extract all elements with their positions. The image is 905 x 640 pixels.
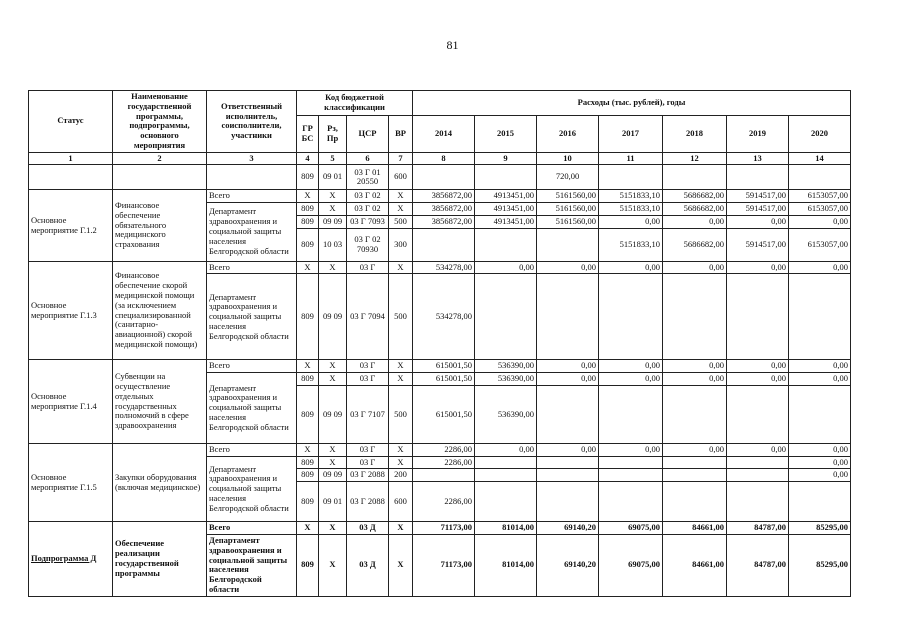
table-cell: X	[297, 522, 319, 535]
table-cell: 03 Г 02 70930	[347, 228, 389, 261]
table-cell: 6153057,00	[789, 228, 851, 261]
header-grbs: ГР БС	[297, 115, 319, 152]
table-cell: X	[319, 190, 347, 203]
table-cell: 0,00	[599, 360, 663, 373]
table-cell	[663, 385, 727, 443]
col-number: 8	[413, 152, 475, 165]
table-cell: 615001,50	[413, 373, 475, 386]
table-row	[29, 165, 851, 190]
page-number: 81	[446, 38, 459, 52]
row-department: Департамент здравоохранения и социальной защиты населения Белгородской области	[207, 203, 297, 262]
table-cell: 5151833,10	[599, 203, 663, 216]
table-cell	[475, 456, 537, 469]
table-cell: 81014,00	[475, 522, 537, 535]
table-cell	[727, 385, 789, 443]
table-cell: 536390,00	[475, 360, 537, 373]
table-cell	[599, 274, 663, 360]
table-cell: 809	[297, 456, 319, 469]
table-cell: X	[319, 443, 347, 456]
table-cell	[663, 482, 727, 522]
table-cell: 0,00	[599, 373, 663, 386]
table-cell: 03 Г	[347, 373, 389, 386]
table-cell: 5914517,00	[727, 228, 789, 261]
table-cell	[599, 165, 663, 190]
table-cell: 5686682,00	[663, 190, 727, 203]
col-number: 14	[789, 152, 851, 165]
table-cell: 809	[297, 228, 319, 261]
table-cell: 03 Г	[347, 261, 389, 274]
table-cell: 69140,20	[537, 535, 599, 597]
row-name: Закупки оборудования (включая медицинское)	[113, 443, 207, 521]
table-cell: 5151833,10	[599, 190, 663, 203]
table-cell: X	[319, 261, 347, 274]
header-status: Статус	[29, 91, 113, 153]
table-cell: 536390,00	[475, 373, 537, 386]
table-cell: 0,00	[663, 443, 727, 456]
table-cell: 84661,00	[663, 522, 727, 535]
table-cell: 71173,00	[413, 535, 475, 597]
table-cell: 0,00	[537, 360, 599, 373]
table-cell: 0,00	[789, 360, 851, 373]
col-number: 2	[113, 152, 207, 165]
header-year: 2016	[537, 115, 599, 152]
table-cell	[537, 274, 599, 360]
table-cell: 300	[389, 228, 413, 261]
col-number: 4	[297, 152, 319, 165]
table-cell: 0,00	[789, 456, 851, 469]
table-cell	[599, 456, 663, 469]
table-cell: 09 09	[319, 274, 347, 360]
table-cell: 0,00	[789, 373, 851, 386]
table-row	[29, 443, 851, 456]
table-cell: 0,00	[789, 469, 851, 482]
table-cell	[113, 165, 207, 190]
table-cell: 0,00	[789, 261, 851, 274]
table-cell: 0,00	[537, 373, 599, 386]
table-cell: 0,00	[599, 215, 663, 228]
table-cell: X	[319, 373, 347, 386]
header-year: 2014	[413, 115, 475, 152]
header-rzpr: Рз, Пр	[319, 115, 347, 152]
table-cell: X	[389, 190, 413, 203]
table-cell	[663, 469, 727, 482]
table-cell: 809	[297, 274, 319, 360]
table-cell	[789, 165, 851, 190]
table-cell: 84787,00	[727, 535, 789, 597]
table-cell: 03 Г 02	[347, 190, 389, 203]
table-cell: 69140,20	[537, 522, 599, 535]
table-cell	[789, 482, 851, 522]
table-cell: 85295,00	[789, 522, 851, 535]
table-cell	[475, 228, 537, 261]
table-cell	[413, 165, 475, 190]
table-cell	[789, 385, 851, 443]
table-cell: 809	[297, 535, 319, 597]
header-year: 2020	[789, 115, 851, 152]
row-status: Подпрограмма Д	[29, 522, 113, 596]
table-cell	[789, 274, 851, 360]
table-cell: 0,00	[789, 443, 851, 456]
table-cell: X	[389, 373, 413, 386]
row-total-label: Всего	[207, 360, 297, 373]
table-cell: X	[297, 360, 319, 373]
row-name: Субвенции на осуществление отдельных государственных полномочий в сфере здравоохранения	[113, 360, 207, 444]
table-cell: 69075,00	[599, 522, 663, 535]
table-cell: 0,00	[599, 261, 663, 274]
table-cell: X	[319, 203, 347, 216]
table-cell: 6153057,00	[789, 190, 851, 203]
table-cell: X	[389, 522, 413, 535]
table-cell: 2286,00	[413, 443, 475, 456]
table-cell	[475, 469, 537, 482]
table-cell: 03 Г	[347, 456, 389, 469]
table-cell: 0,00	[599, 443, 663, 456]
table-cell: 500	[389, 215, 413, 228]
table-cell	[29, 165, 113, 190]
table-cell: 0,00	[663, 360, 727, 373]
table-cell: 5161560,00	[537, 190, 599, 203]
table-cell: 4913451,00	[475, 203, 537, 216]
table-cell	[537, 228, 599, 261]
col-number: 13	[727, 152, 789, 165]
table-cell: 0,00	[475, 443, 537, 456]
table-cell: 0,00	[663, 215, 727, 228]
header-budget-code: Код бюджетной классификации	[297, 91, 413, 116]
col-number: 12	[663, 152, 727, 165]
table-cell: 0,00	[727, 261, 789, 274]
table-row	[29, 522, 851, 535]
row-name: Обеспечение реализации государственной программы	[113, 522, 207, 596]
table-cell: 600	[389, 482, 413, 522]
row-total-label: Всего	[207, 522, 297, 535]
row-department: Департамент здравоохранения и социальной защиты населения Белгородской области	[207, 373, 297, 444]
table-cell: 03 Г	[347, 360, 389, 373]
table-cell: 2286,00	[413, 482, 475, 522]
table-cell: X	[319, 456, 347, 469]
header-year: 2019	[727, 115, 789, 152]
table-cell	[475, 165, 537, 190]
table-cell: X	[297, 443, 319, 456]
table-cell: 2286,00	[413, 456, 475, 469]
table-cell: 0,00	[789, 215, 851, 228]
table-cell: 5686682,00	[663, 228, 727, 261]
table-cell: 0,00	[727, 215, 789, 228]
table-cell	[475, 274, 537, 360]
row-total-label: Всего	[207, 261, 297, 274]
table-cell: 09 01	[319, 165, 347, 190]
table-row	[29, 360, 851, 373]
table-cell: 200	[389, 469, 413, 482]
budget-table	[28, 90, 851, 597]
table-cell: 09 09	[319, 215, 347, 228]
table-cell: X	[389, 360, 413, 373]
row-total-label: Всего	[207, 190, 297, 203]
table-cell	[599, 385, 663, 443]
header-year: 2015	[475, 115, 537, 152]
table-cell: X	[319, 535, 347, 597]
table-cell	[413, 469, 475, 482]
col-number: 1	[29, 152, 113, 165]
table-cell: 03 Г 2088	[347, 469, 389, 482]
table-cell: 534278,00	[413, 261, 475, 274]
table-cell: 809	[297, 385, 319, 443]
col-number: 10	[537, 152, 599, 165]
col-number: 7	[389, 152, 413, 165]
table-cell: 615001,50	[413, 385, 475, 443]
table-cell: 809	[297, 373, 319, 386]
table-cell	[537, 385, 599, 443]
table-cell: 5914517,00	[727, 203, 789, 216]
table-cell: 03 Д	[347, 522, 389, 535]
table-cell: 5151833,10	[599, 228, 663, 261]
table-cell: 84787,00	[727, 522, 789, 535]
table-cell: 03 Г 01 20550	[347, 165, 389, 190]
table-cell: X	[389, 261, 413, 274]
table-cell	[413, 228, 475, 261]
table-cell: 809	[297, 482, 319, 522]
row-status: Основное мероприятие Г.1.2	[29, 190, 113, 261]
table-cell: 84661,00	[663, 535, 727, 597]
table-cell: 600	[389, 165, 413, 190]
table-row	[29, 261, 851, 274]
table-cell: 615001,50	[413, 360, 475, 373]
table-cell	[599, 482, 663, 522]
table-cell: 500	[389, 274, 413, 360]
table-cell	[727, 165, 789, 190]
table-cell: 03 Г 7107	[347, 385, 389, 443]
table-cell	[727, 456, 789, 469]
table-cell	[727, 274, 789, 360]
table-cell: X	[389, 535, 413, 597]
table-cell: X	[389, 203, 413, 216]
table-cell: 10 03	[319, 228, 347, 261]
table-cell: 0,00	[663, 373, 727, 386]
table-cell: 03 Г 02	[347, 203, 389, 216]
table-cell	[663, 165, 727, 190]
table-cell: 09 09	[319, 385, 347, 443]
table-cell	[537, 469, 599, 482]
table-cell: 4913451,00	[475, 215, 537, 228]
table-cell: 81014,00	[475, 535, 537, 597]
table-cell: 809	[297, 469, 319, 482]
row-status: Основное мероприятие Г.1.4	[29, 360, 113, 444]
table-cell: 0,00	[727, 360, 789, 373]
table-cell	[727, 469, 789, 482]
row-name: Финансовое обеспечение обязательного медицинского страхования	[113, 190, 207, 261]
table-cell: 500	[389, 385, 413, 443]
table-row	[29, 190, 851, 203]
table-cell: 0,00	[537, 261, 599, 274]
table-cell	[663, 456, 727, 469]
col-number: 5	[319, 152, 347, 165]
header-vr: ВР	[389, 115, 413, 152]
table-cell: 09 01	[319, 482, 347, 522]
table-cell: 5686682,00	[663, 203, 727, 216]
table-cell: 09 09	[319, 469, 347, 482]
header-year: 2018	[663, 115, 727, 152]
table-cell	[475, 482, 537, 522]
table-cell: 3856872,00	[413, 203, 475, 216]
col-number: 9	[475, 152, 537, 165]
table-cell: 6153057,00	[789, 203, 851, 216]
table-cell: X	[319, 522, 347, 535]
table-cell	[599, 469, 663, 482]
col-number: 3	[207, 152, 297, 165]
table-cell: 69075,00	[599, 535, 663, 597]
row-total-label: Всего	[207, 443, 297, 456]
table-cell: 809	[297, 165, 319, 190]
table-cell: X	[297, 190, 319, 203]
table-cell: 0,00	[727, 373, 789, 386]
table-cell: 3856872,00	[413, 190, 475, 203]
row-status: Основное мероприятие Г.1.5	[29, 443, 113, 521]
header-year: 2017	[599, 115, 663, 152]
table-cell: 03 Г 7093	[347, 215, 389, 228]
table-cell: 03 Г 2088	[347, 482, 389, 522]
table-cell: 4913451,00	[475, 190, 537, 203]
table-cell	[727, 482, 789, 522]
table-cell: 03 Д	[347, 535, 389, 597]
table-cell: X	[389, 456, 413, 469]
table-cell: 03 Г	[347, 443, 389, 456]
table-cell	[537, 456, 599, 469]
table-cell: 5161560,00	[537, 215, 599, 228]
table-cell: 809	[297, 215, 319, 228]
table-cell: X	[297, 261, 319, 274]
table-cell	[537, 482, 599, 522]
table-cell	[207, 165, 297, 190]
table-cell: 536390,00	[475, 385, 537, 443]
row-department: Департамент здравоохранения и социальной защиты населения Белгородской области	[207, 456, 297, 522]
header-csr: ЦСР	[347, 115, 389, 152]
row-department: Департамент здравоохранения и социальной защиты населения Белгородской области	[207, 535, 297, 597]
table-cell: 0,00	[475, 261, 537, 274]
table-cell: 809	[297, 203, 319, 216]
table-cell: X	[389, 443, 413, 456]
row-department: Департамент здравоохранения и социальной защиты населения Белгородской области	[207, 274, 297, 360]
row-status: Основное мероприятие Г.1.3	[29, 261, 113, 360]
table-cell: 71173,00	[413, 522, 475, 535]
header-name: Наименование государственной программы, подпрограммы, основного мероприятия	[113, 91, 207, 153]
table-cell: 3856872,00	[413, 215, 475, 228]
table-cell: 5914517,00	[727, 190, 789, 203]
table-cell: 5161560,00	[537, 203, 599, 216]
table-cell: 0,00	[727, 443, 789, 456]
table-cell: 85295,00	[789, 535, 851, 597]
col-number: 11	[599, 152, 663, 165]
header-responsible: Ответственный исполнитель, соисполнители, участники	[207, 91, 297, 153]
table-cell: X	[319, 360, 347, 373]
table-cell: 534278,00	[413, 274, 475, 360]
table-cell: 0,00	[537, 443, 599, 456]
col-number: 6	[347, 152, 389, 165]
table-cell	[663, 274, 727, 360]
header-expenses: Расходы (тыс. рублей), годы	[413, 91, 851, 116]
table-cell: 0,00	[663, 261, 727, 274]
row-name: Финансовое обеспечение скорой медицинской помощи (за исключением специализированной (санитарно-авиационной) скорой медицинской помощи)	[113, 261, 207, 360]
table-cell: 720,00	[537, 165, 599, 190]
table-cell: 03 Г 7094	[347, 274, 389, 360]
column-numbers-row	[29, 152, 851, 165]
